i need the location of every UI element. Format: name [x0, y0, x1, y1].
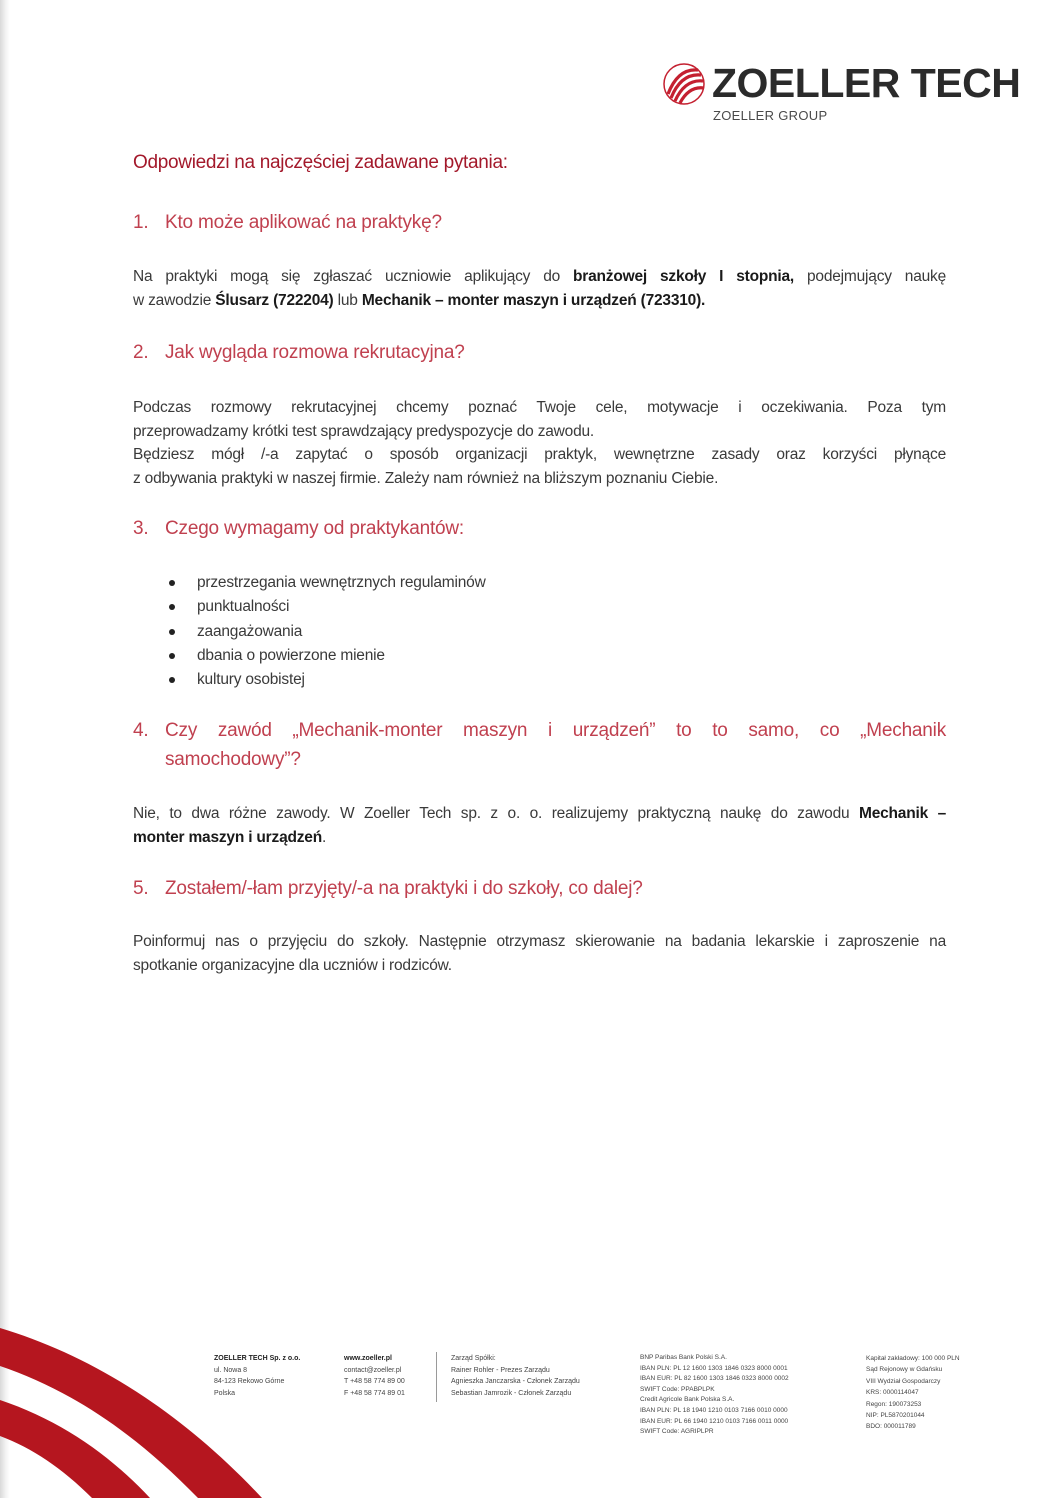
footer-text: Zarząd Spółki:: [451, 1355, 496, 1362]
question-text: Czy zawód „Mechanik-monter maszyn i urządzeń” to to samo, co „Mechanik: [165, 720, 946, 741]
footer-divider: [436, 1352, 437, 1402]
logo-wordmark: ZOELLER TECH: [712, 60, 1021, 106]
footer-text: SWIFT Code: AGRIPLPR: [640, 1428, 714, 1436]
faq-question-3: [133, 514, 464, 543]
question-line: samochodowy”?: [165, 749, 301, 770]
answer-emphasis: Mechanik – monter maszyn i urządzeń (723310).: [361, 291, 706, 309]
page-edge-shadow: [0, 0, 10, 1498]
faq-question-1: [133, 208, 442, 237]
list-item: dbania o powierzone mienie: [166, 644, 486, 668]
footer-board: [451, 1353, 580, 1399]
question-text: Zostałem/-łam przyjęty/-a na praktyki i do szkoły, co dalej?: [165, 878, 643, 899]
email-link[interactable]: contact@zoeller.pl: [344, 1366, 402, 1374]
faq-question-5: [133, 874, 643, 903]
question-number: 5.: [133, 878, 149, 899]
footer-bank: [640, 1353, 789, 1438]
answer-line: spotkanie organizacyjne dla uczniów i rodziców.: [133, 956, 452, 974]
footer-text: ZOELLER TECH Sp. z o.o.: [214, 1355, 301, 1362]
footer-text: Sebastian Jamrozik - Członek Zarządu: [451, 1389, 572, 1397]
faq-answer-1: [133, 265, 946, 312]
answer-line: Będziesz mógł /-a zapytać o sposób organizacji praktyk, wewnętrzne zasady oraz korzyści płynące: [133, 446, 946, 463]
footer-text: Agnieszka Janczarska - Członek Zarządu: [451, 1378, 580, 1386]
footer-text: BNP Paribas Bank Polski S.A.: [640, 1354, 727, 1361]
answer-emphasis: Mechanik –: [858, 805, 947, 822]
answer-line: [133, 802, 946, 826]
requirements-list: [166, 571, 486, 692]
answer-line: [133, 265, 946, 289]
question-number: 1.: [133, 212, 149, 233]
footer-text: Sąd Rejonowy w Gdańsku: [866, 1366, 943, 1374]
question-text: Kto może aplikować na praktykę?: [165, 212, 442, 233]
question-text: Czego wymagamy od praktykantów:: [165, 518, 464, 539]
footer-text: Kapitał zakładowy: 100 000 PLN: [866, 1355, 960, 1362]
faq-question-2: [133, 338, 465, 367]
footer-registry: [866, 1353, 960, 1433]
list-item: przestrzegania wewnętrznych regulaminów: [166, 571, 486, 595]
list-item: punktualności: [166, 595, 486, 619]
footer-text: Polska: [214, 1389, 236, 1397]
footer-text: IBAN PLN: PL 18 1940 1210 0103 7166 0010 0000: [640, 1406, 788, 1414]
answer-line: Poinformuj nas o przyjęciu do szkoły. Następnie otrzymasz skierowanie na badania lekarskie i zaproszenie na: [133, 933, 946, 950]
answer-line: [133, 289, 946, 313]
answer-emphasis: monter maszyn i urządzeń: [133, 828, 322, 846]
zoeller-logo-icon: [662, 62, 706, 106]
footer-text: Rainer Rohler - Prezes Zarządu: [451, 1366, 550, 1374]
footer-company: [214, 1353, 300, 1399]
footer-text: NIP: PL5870201044: [866, 1412, 925, 1420]
answer-text: podejmujący naukę: [794, 268, 947, 285]
footer-swoosh-decoration: [0, 1320, 320, 1498]
footer-text: Regon: 190073253: [866, 1400, 922, 1408]
footer-text: BDO: 000011789: [866, 1423, 916, 1431]
answer-line: [133, 826, 946, 850]
logo-group-name: ZOELLER GROUP: [713, 108, 828, 123]
question-text: Jak wygląda rozmowa rekrutacyjna?: [165, 342, 465, 363]
footer-text: F +48 58 774 89 01: [344, 1389, 405, 1397]
footer-text: 84-123 Rekowo Górne: [214, 1378, 285, 1386]
footer-text: ul. Nowa 8: [214, 1366, 248, 1374]
list-item: zaangażowania: [166, 620, 486, 644]
faq-answer-5: [133, 930, 946, 977]
answer-text: Nie, to dwa różne zawody. W Zoeller Tech sp. z o. o. realizujemy praktyczną naukę do zawodu: [133, 805, 859, 822]
document-title: Odpowiedzi na najczęściej zadawane pytania:: [133, 152, 508, 173]
footer-text: KRS: 0000114047: [866, 1389, 919, 1397]
question-line: [133, 716, 946, 745]
footer-text: IBAN EUR: PL 82 1600 1303 1846 0323 8000 0002: [640, 1375, 789, 1383]
footer-text: IBAN PLN: PL 12 1600 1303 1846 0323 8000 0001: [640, 1364, 788, 1372]
website-link[interactable]: www.zoeller.pl: [344, 1355, 392, 1362]
faq-question-4: [133, 716, 946, 774]
footer-text: IBAN EUR: PL 66 1940 1210 0103 7166 0011 0000: [640, 1417, 789, 1425]
footer-text: Credit Agricole Bank Polska S.A.: [640, 1396, 735, 1404]
footer-text: T +48 58 774 89 00: [344, 1378, 405, 1386]
question-number: 2.: [133, 342, 149, 363]
answer-text: Na praktyki mogą się zgłaszać uczniowie aplikujący do: [133, 268, 574, 285]
answer-emphasis: branżowej szkoły I stopnia,: [573, 268, 795, 285]
footer-contact: [344, 1353, 405, 1399]
answer-line: Podczas rozmowy rekrutacyjnej chcemy poznać Twoje cele, motywacje i oczekiwania. Poza tym: [133, 399, 946, 416]
list-item: kultury osobistej: [166, 668, 486, 692]
footer-text: VIII Wydział Gospodarczy: [866, 1377, 941, 1385]
answer-line: z odbywania praktyki w naszej firmie. Zależy nam również na bliższym poznaniu Ciebie.: [133, 469, 719, 487]
answer-emphasis: Ślusarz (722204): [215, 291, 334, 309]
answer-text: lub: [333, 291, 362, 309]
answer-line: przeprowadzamy krótki test sprawdzający predyspozycje do zawodu.: [133, 422, 595, 440]
faq-answer-4: [133, 802, 946, 849]
footer-text: SWIFT Code: PPABPLPK: [640, 1385, 715, 1393]
faq-answer-2: [133, 396, 946, 490]
answer-text: .: [322, 828, 327, 846]
company-logo: [662, 60, 1021, 130]
question-number: 3.: [133, 518, 149, 539]
answer-text: w zawodzie: [133, 291, 216, 309]
question-number: 4.: [133, 720, 149, 741]
